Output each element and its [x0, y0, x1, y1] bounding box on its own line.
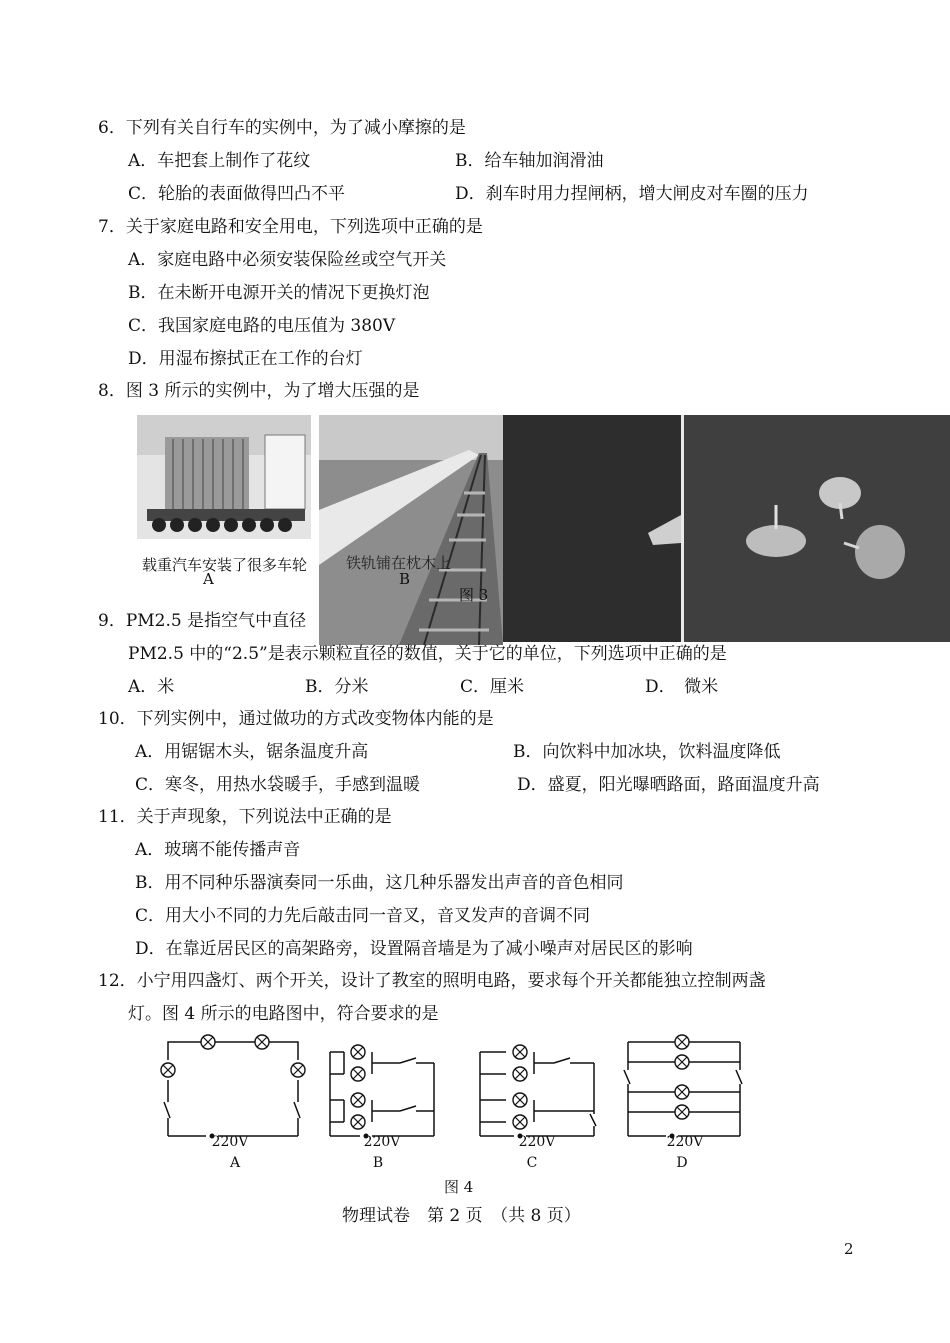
photo-railway: [319, 415, 503, 645]
q12-stem: 12．小宁用四盏灯、两个开关，设计了教室的照明电路，要求每个开关都能独立控制两盏: [98, 971, 766, 991]
q9-stem-continued: PM2.5 中的“2.5”是表示颗粒直径的数值，关于它的单位，下列选项中正确的是: [128, 644, 727, 664]
q10-option-a: A．用锯锯木头，锯条温度升高: [135, 742, 369, 762]
q6-option-c: C．轮胎的表面做得凹凸不平: [128, 184, 346, 204]
q11-option-d: D．在靠近居民区的高架路旁，设置隔音墙是为了减小噪声对居民区的影响: [135, 939, 693, 959]
letter-a: A: [203, 570, 214, 588]
photo-pin-on-fabric: [503, 415, 681, 642]
q6-option-d: D．刹车时用力捏闸柄，增大闸皮对车圈的压力: [455, 184, 809, 204]
circuit-letter-b: B: [372, 1155, 384, 1171]
q9-option-b: B．分米: [305, 677, 369, 697]
voltage-label-d: 220V: [666, 1134, 704, 1150]
q10-option-c: C．寒冬，用热水袋暖手，手感到温暖: [135, 775, 421, 795]
caption-a: 载重汽车安装了很多车轮: [142, 556, 308, 574]
q7-stem: 7．关于家庭电路和安全用电，下列选项中正确的是: [98, 217, 483, 237]
photo-thumbtacks: [684, 415, 950, 642]
caption-b: 铁轨铺在枕木上: [346, 554, 452, 572]
page-number: 2: [844, 1240, 854, 1258]
q7-option-d: D．用湿布擦拭正在工作的台灯: [128, 349, 363, 369]
q9-option-a: A．米: [128, 677, 175, 697]
q10-option-d: D．盛夏，阳光曝晒路面，路面温度升高: [517, 775, 820, 795]
q11-stem: 11．关于声现象，下列说法中正确的是: [98, 807, 392, 827]
q7-option-b: B．在未断开电源开关的情况下更换灯泡: [128, 283, 430, 303]
circuit-letter-a: A: [229, 1155, 241, 1171]
q7-option-a: A．家庭电路中必须安装保险丝或空气开关: [128, 250, 447, 270]
letter-b: B: [399, 570, 411, 588]
circuit-letter-c: C: [526, 1155, 538, 1171]
voltage-label-a: 220V: [211, 1134, 249, 1150]
q11-option-a: A．玻璃不能传播声音: [135, 840, 301, 860]
voltage-label-b: 220V: [363, 1134, 401, 1150]
circuit-letter-d: D: [676, 1155, 688, 1171]
page-footer: 物理试卷 第 2 页 （共 8 页）: [342, 1206, 581, 1226]
figure-3-label: 图 3: [459, 586, 489, 604]
circuit-c: [480, 1052, 596, 1136]
q10-option-b: B．向饮料中加冰块，饮料温度降低: [513, 742, 781, 762]
figure-4-circuits: [150, 1030, 760, 1175]
circuit-a: [164, 1042, 300, 1136]
q11-option-b: B．用不同种乐器演奏同一乐曲，这几种乐器发出声音的音色相同: [135, 873, 624, 893]
q9-option-d: D． 微米: [645, 677, 719, 697]
q6-stem: 6．下列有关自行车的实例中，为了减小摩擦的是: [98, 118, 466, 138]
q8-stem: 8．图 3 所示的实例中，为了增大压强的是: [98, 381, 420, 401]
q11-option-c: C．用大小不同的力先后敲击同一音叉，音叉发声的音调不同: [135, 906, 591, 926]
photo-heavy-truck: [137, 415, 311, 539]
q12-stem-continued: 灯。图 4 所示的电路图中，符合要求的是: [128, 1004, 439, 1024]
circuit-b: [330, 1052, 434, 1136]
q6-option-a: A．车把套上制作了花纹: [128, 151, 311, 171]
q7-option-c: C．我国家庭电路的电压值为 380V: [128, 316, 396, 336]
voltage-label-c: 220V: [518, 1134, 556, 1150]
q9-option-c: C．厘米: [460, 677, 525, 697]
figure-4-label: 图 4: [444, 1178, 474, 1196]
q9-stem: 9．PM2.5 是指空气中直径: [98, 611, 307, 631]
q10-stem: 10．下列实例中，通过做功的方式改变物体内能的是: [98, 709, 494, 729]
q6-option-b: B．给车轴加润滑油: [455, 151, 604, 171]
